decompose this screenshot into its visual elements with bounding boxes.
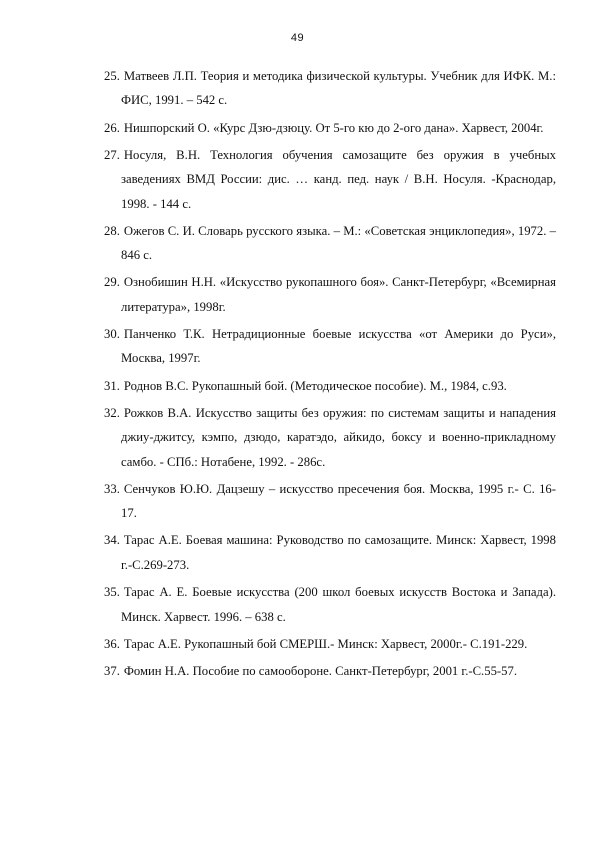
bibliography-entry <box>104 659 556 683</box>
entry-text: Нишпорский О. «Курс Дзю-дзюцу. От 5-го кю до 2-ого дана». Харвест, 2004г. <box>123 120 544 135</box>
bibliography-entry <box>104 219 556 268</box>
entry-text: Фомин Н.А. Пособие по самообороне. Санкт-Петербург, 2001 г.-С.55-57. <box>123 663 518 678</box>
bibliography-entry <box>104 401 556 474</box>
entry-number: 36. <box>104 636 120 651</box>
page-number: 49 <box>290 32 305 44</box>
bibliography-entry <box>104 270 556 319</box>
bibliography-entry <box>104 374 556 398</box>
bibliography-entry <box>104 477 556 526</box>
entry-text: Рожков В.А. Искусство защиты без оружия: по системам защиты и нападения джиу-джитсу, кэмпо, дзюдо, каратэдо, айкидо, боксу и военно-прикладному самбо. - СПб.: Нотабене, 1992. - 286с. <box>121 405 556 469</box>
entry-text: Тарас А.Е. Рукопашный бой СМЕРШ.- Минск: Харвест, 2000г.- С.191-229. <box>123 636 528 651</box>
entry-number: 34. <box>104 533 120 548</box>
bibliography-list <box>104 64 556 686</box>
entry-number: 29. <box>104 275 120 290</box>
entry-text: Ожегов С. И. Словарь русского языка. – М.: «Советская энциклопедия», 1972. – 846 с. <box>121 223 556 263</box>
bibliography-entry <box>104 143 556 216</box>
entry-number: 35. <box>104 585 120 600</box>
entry-text: Носуля, В.Н. Технология обучения самозащите без оружия в учебных заведениях ВМД России: дис. … канд. пед. наук / В.Н. Носуля. -Краснодар, 1998. - 144 с. <box>121 147 556 211</box>
bibliography-entry <box>104 528 556 577</box>
entry-number: 31. <box>104 378 120 393</box>
entry-text: Ознобишин Н.Н. «Искусство рукопашного боя». Санкт-Петербург, «Всемирная литература», 1998г. <box>121 275 556 314</box>
bibliography-entry <box>104 580 556 629</box>
bibliography-entry <box>104 64 556 113</box>
entry-number: 37. <box>104 663 120 678</box>
entry-number: 33. <box>104 481 120 496</box>
entry-text: Тарас А. Е. Боевые искусства (200 школ боевых искусств Востока и Запада). Минск. Харвест. 1996. – 638 с. <box>121 585 556 624</box>
entry-text: Роднов В.С. Рукопашный бой. (Методическое пособие). М., 1984, с.93. <box>123 378 507 393</box>
entry-number: 32. <box>104 405 120 420</box>
entry-text: Матвеев Л.П. Теория и методика физической культуры. Учебник для ИФК. М.: ФИС, 1991. – 542 с. <box>121 69 556 108</box>
bibliography-entry <box>104 116 556 140</box>
entry-text: Тарас А.Е. Боевая машина: Руководство по самозащите. Минск: Харвест, 1998 г.-С.269-273. <box>121 533 556 572</box>
entry-text: Панченко Т.К. Нетрадиционные боевые искусства «от Америки до Руси», Москва, 1997г. <box>121 327 556 366</box>
entry-number: 25. <box>104 69 120 83</box>
entry-number: 28. <box>104 223 120 238</box>
bibliography-entry <box>104 632 556 656</box>
entry-number: 27. <box>104 147 120 162</box>
entry-number: 30. <box>104 327 120 342</box>
entry-number: 26. <box>104 120 120 135</box>
bibliography-entry <box>104 322 556 371</box>
entry-text: Сенчуков Ю.Ю. Дацзешу – искусство пресечения боя. Москва, 1995 г.- С. 16-17. <box>121 481 556 521</box>
